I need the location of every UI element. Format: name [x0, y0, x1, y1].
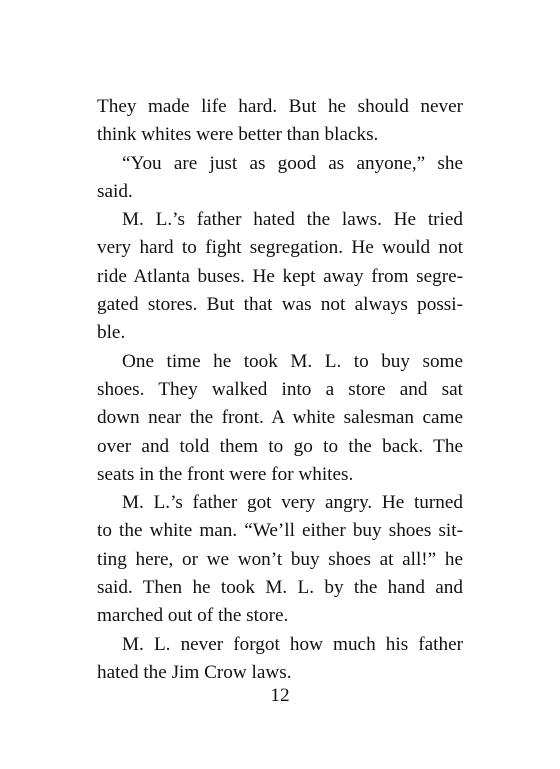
- text-line: said.: [97, 180, 133, 202]
- text-line: M. L.’s father got very angry. He turned: [122, 492, 463, 514]
- body-text: [97, 93, 463, 687]
- text-line: They made life hard. But he should never: [97, 96, 463, 117]
- text-line: over and told them to go to the back. The: [97, 435, 463, 457]
- text-line: think whites were better than blacks.: [97, 124, 379, 146]
- text-line: to the white man. “We’ll either buy shoes sit-: [97, 520, 463, 542]
- text-line: M. L. never forgot how much his father: [122, 633, 463, 655]
- text-line: ting here, or we won’t buy shoes at all!” he: [97, 548, 463, 570]
- text-line: “You are just as good as anyone,” she: [122, 152, 463, 174]
- text-line: seats in the front were for whites.: [97, 463, 354, 485]
- page-number: 12: [270, 685, 290, 706]
- text-line: shoes. They walked into a store and sat: [97, 378, 463, 400]
- text-line: ride Atlanta buses. He kept away from segre-: [97, 265, 463, 287]
- text-line: down near the front. A white salesman came: [97, 407, 463, 429]
- text-line: M. L.’s father hated the laws. He tried: [122, 209, 463, 231]
- text-line: very hard to fight segregation. He would not: [97, 237, 463, 259]
- text-line: marched out of the store.: [97, 605, 289, 627]
- text-line: ble.: [97, 322, 126, 344]
- text-line: hated the Jim Crow laws.: [97, 661, 292, 683]
- text-line: One time he took M. L. to buy some: [122, 350, 463, 372]
- text-line: gated stores. But that was not always possi-: [97, 294, 463, 316]
- text-line: said. Then he took M. L. by the hand and: [97, 577, 463, 599]
